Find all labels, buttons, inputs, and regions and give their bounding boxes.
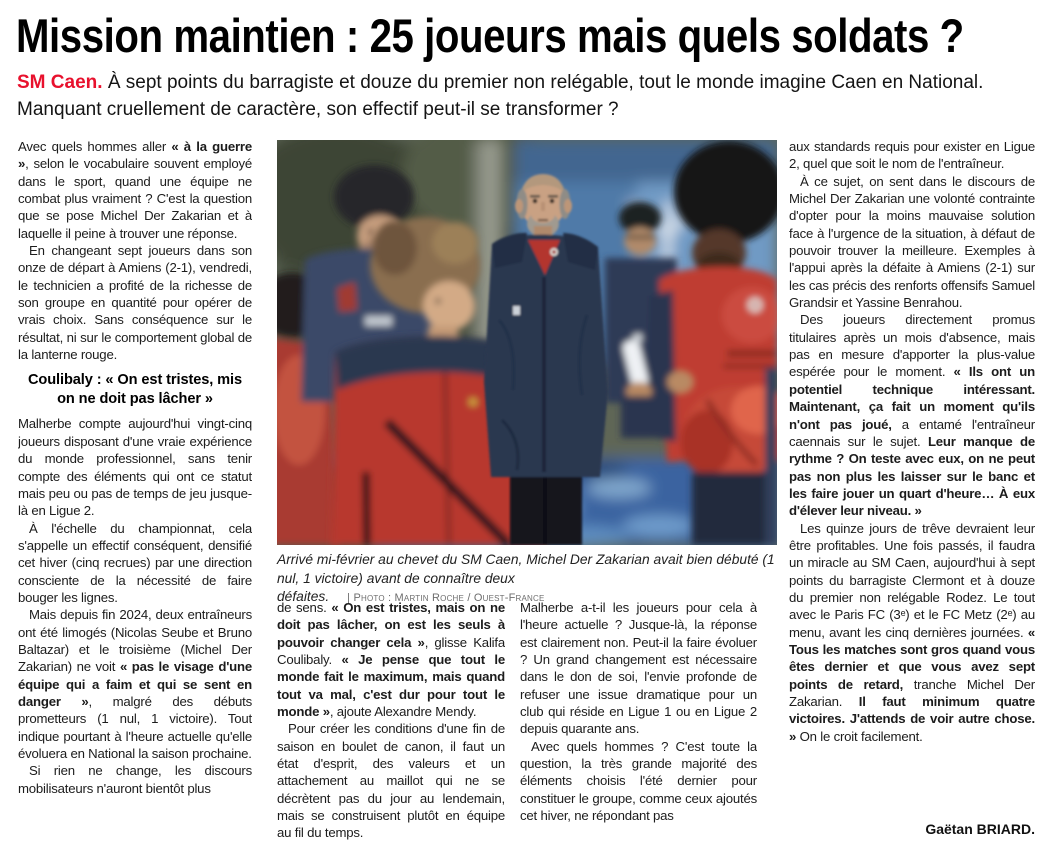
body-text: À l'échelle du championnat, cela s'appelle un effectif conséquent, densifié cet hiver (cinq recrues) par une direction consciente de la nécessité de faire bouger les lignes. <box>18 520 252 605</box>
body-text: On le croit facilement. <box>796 728 923 744</box>
standfirst-text: À sept points du barragiste et douze du premier non relégable, tout le monde imagine Caen en National. Manquant cruellement de caractère, son effectif peut-il se transformer ? <box>17 72 984 120</box>
caption-text: Arrivé mi-février au chevet du SM Caen, Michel Der Zakarian avait bien débuté (1 nul, 1 victoire) avant de connaître deux défaites. <box>277 552 775 604</box>
body-text: , ajoute Alexandre Mendy. <box>329 704 477 720</box>
article-paragraph <box>18 606 252 762</box>
quote-bold-text: « Ils ont un potentiel technique intéressant. Maintenant, ça fait un moment qu'ils n'ont pas joué, <box>789 364 1035 432</box>
body-text: tranche Michel Der Zakarian. <box>789 676 1035 709</box>
article-paragraph <box>18 520 252 607</box>
quote-bold-text: « Je pense que tout le monde fait le maximum, mais quand tout va mal, c'est dur pour tout le monde » <box>277 652 505 720</box>
body-text: aux standards requis pour exister en Ligue 2, quel que soit le nom de l'entraîneur. <box>789 139 1035 172</box>
body-text: Malherbe compte aujourd'hui vingt-cinq joueurs disposant d'une vraie expérience du monde professionnel, sans tenir compte des éléments qui ont ce statut mais peu ou pas de temps de jeu jusque-là en Ligue 2. <box>18 416 252 519</box>
article-paragraph <box>789 138 1035 173</box>
body-text: de sens. <box>277 600 332 615</box>
headline <box>16 8 1052 64</box>
article-column-1 <box>18 138 252 854</box>
body-text: Pour créer les conditions d'une fin de saison en boulet de canon, il faut un état d'esprit, des valeurs et un attachement au maillot qui ne se décrètent pas du jour au lendemain, mais se construisent plutôt en équipe au fil du temps. <box>277 721 505 841</box>
body-text: Avec quels hommes aller <box>18 139 172 154</box>
article-paragraph <box>277 599 505 720</box>
quote-bold-text: Il faut minimum quatre victoires. J'attends de voir autre chose. » <box>789 694 1035 744</box>
article-column-2 <box>277 599 505 854</box>
body-text: Avec quels hommes ? C'est toute la question, la très grande majorité des éléments choisis l'été dernier pour constituer le groupe, comme ceux ajoutés cet hiver, ne répondant pas <box>520 738 757 824</box>
body-text: Mais depuis fin 2024, deux entraîneurs ont été limogés (Nicolas Seube et Bruno Baltazar) et le troisième (Michel Der Zakarian) ne voit <box>18 607 252 675</box>
article-photo <box>277 140 777 545</box>
article-paragraph <box>277 720 505 841</box>
byline: Gaëtan BRIARD. <box>925 821 1035 837</box>
article-paragraph <box>520 599 757 738</box>
body-text: Si rien ne change, les discours mobilisateurs n'auront bientôt plus <box>18 763 252 796</box>
article-paragraph <box>789 311 1035 519</box>
body-text: En changeant sept joueurs dans son onze de départ à Amiens (2-1), vendredi, le technicien a profité de la richesse de son groupe en quantité pour opérer de vrais choix. Sans conséquence sur le résultat, ni sur le comportement global de la lanterne rouge. <box>18 243 252 363</box>
article-paragraph <box>520 738 757 825</box>
body-text: , selon le vocabulaire souvent employé dans le sport, quand une équipe ne combat plus vraiment ? C'est la question que se pose Michel Der Zakarian et à laquelle il peine à trouver une réponse. <box>18 156 252 241</box>
body-text: , malgré des débuts prometteurs (1 nul, 1 victoire). Tout indique pourtant à l'heure actuelle qu'elle évoluera en National la saison prochaine. <box>18 693 252 761</box>
article-paragraph <box>18 138 252 242</box>
standfirst <box>17 70 1007 123</box>
article-paragraph <box>789 520 1035 745</box>
body-text: Les quinze jours de trêve devraient leur être profitables. Une fois passés, il faudra un miracle au SM Caen, aujourd'hui à sept points du barragiste Clermont et à douze du premier non relégable Rodez. Le tout avec le Paris FC (3ᵉ) et le FC Metz (2ᵉ) au menu, avant les cinq dernières journées. <box>789 520 1035 640</box>
quote-bold-text: Leur manque de rythme ? On teste avec eux, on ne peut pas non plus les laisser sur le banc et les faire jouer un quart d'heure… À eux d'élever leur niveau. » <box>789 433 1035 519</box>
body-text: , glisse Kalifa Coulibaly. <box>277 634 505 668</box>
article-paragraph <box>18 415 252 519</box>
quote-bold-text: « pas le visage d'une équipe qui a faim et qui se sent en danger » <box>18 659 252 709</box>
article-column-3 <box>520 599 757 854</box>
quote-bold-text: « Tous les matches sont gros quand vous êtes dernier et que vous avez sept points de retard, <box>789 624 1035 692</box>
body-text: a entamé l'entraîneur caennais sur le sujet. <box>789 416 1035 449</box>
kicker: SM Caen. <box>17 72 103 93</box>
photo-illustration <box>277 140 777 545</box>
photo-credit: | Photo : Martin Roche / Ouest-France <box>347 592 545 604</box>
body-text: À ce sujet, on sent dans le discours de Michel Der Zakarian une volonté contrainte d'opter pour la moins mauvaise solution face à l'urgence de la situation, à défaut de pouvoir trouver la meilleure. Exemples à l'appui après la défaite à Amiens (2-1) sur les cas précis des renforts offensifs Samuel Grandsir et Yassine Benrahou. <box>789 173 1035 311</box>
article-column-4 <box>789 138 1035 822</box>
crosshead: Coulibaly : « On est tristes, mis on ne doit pas lâcher » <box>27 372 243 407</box>
body-text: Malherbe a-t-il les joueurs pour cela à l'heure actuelle ? Jusque-là, la réponse est clairement non. Peut-il la faire évoluer ? Un grand changement est nécessaire dans le don de soi, l'envie profonde de refuser une issue dramatique pour un club qui réside en Ligue 1 ou en Ligue 2 depuis quarante ans. <box>520 600 757 737</box>
quote-bold-text: « à la guerre » <box>18 139 252 172</box>
article-paragraph <box>18 762 252 797</box>
quote-bold-text: « On est tristes, mais on ne doit pas lâcher, on est les seuls à pouvoir changer cela » <box>277 600 505 650</box>
headline-text: Mission maintien : 25 joueurs mais quels soldats ? <box>16 9 964 62</box>
body-text: Des joueurs directement promus titulaires après un mois d'absence, mais pas en mesure d'apporter la plus-value espérée pour le moment. <box>789 312 1035 380</box>
article-paragraph <box>789 173 1035 312</box>
article-paragraph <box>18 242 252 363</box>
